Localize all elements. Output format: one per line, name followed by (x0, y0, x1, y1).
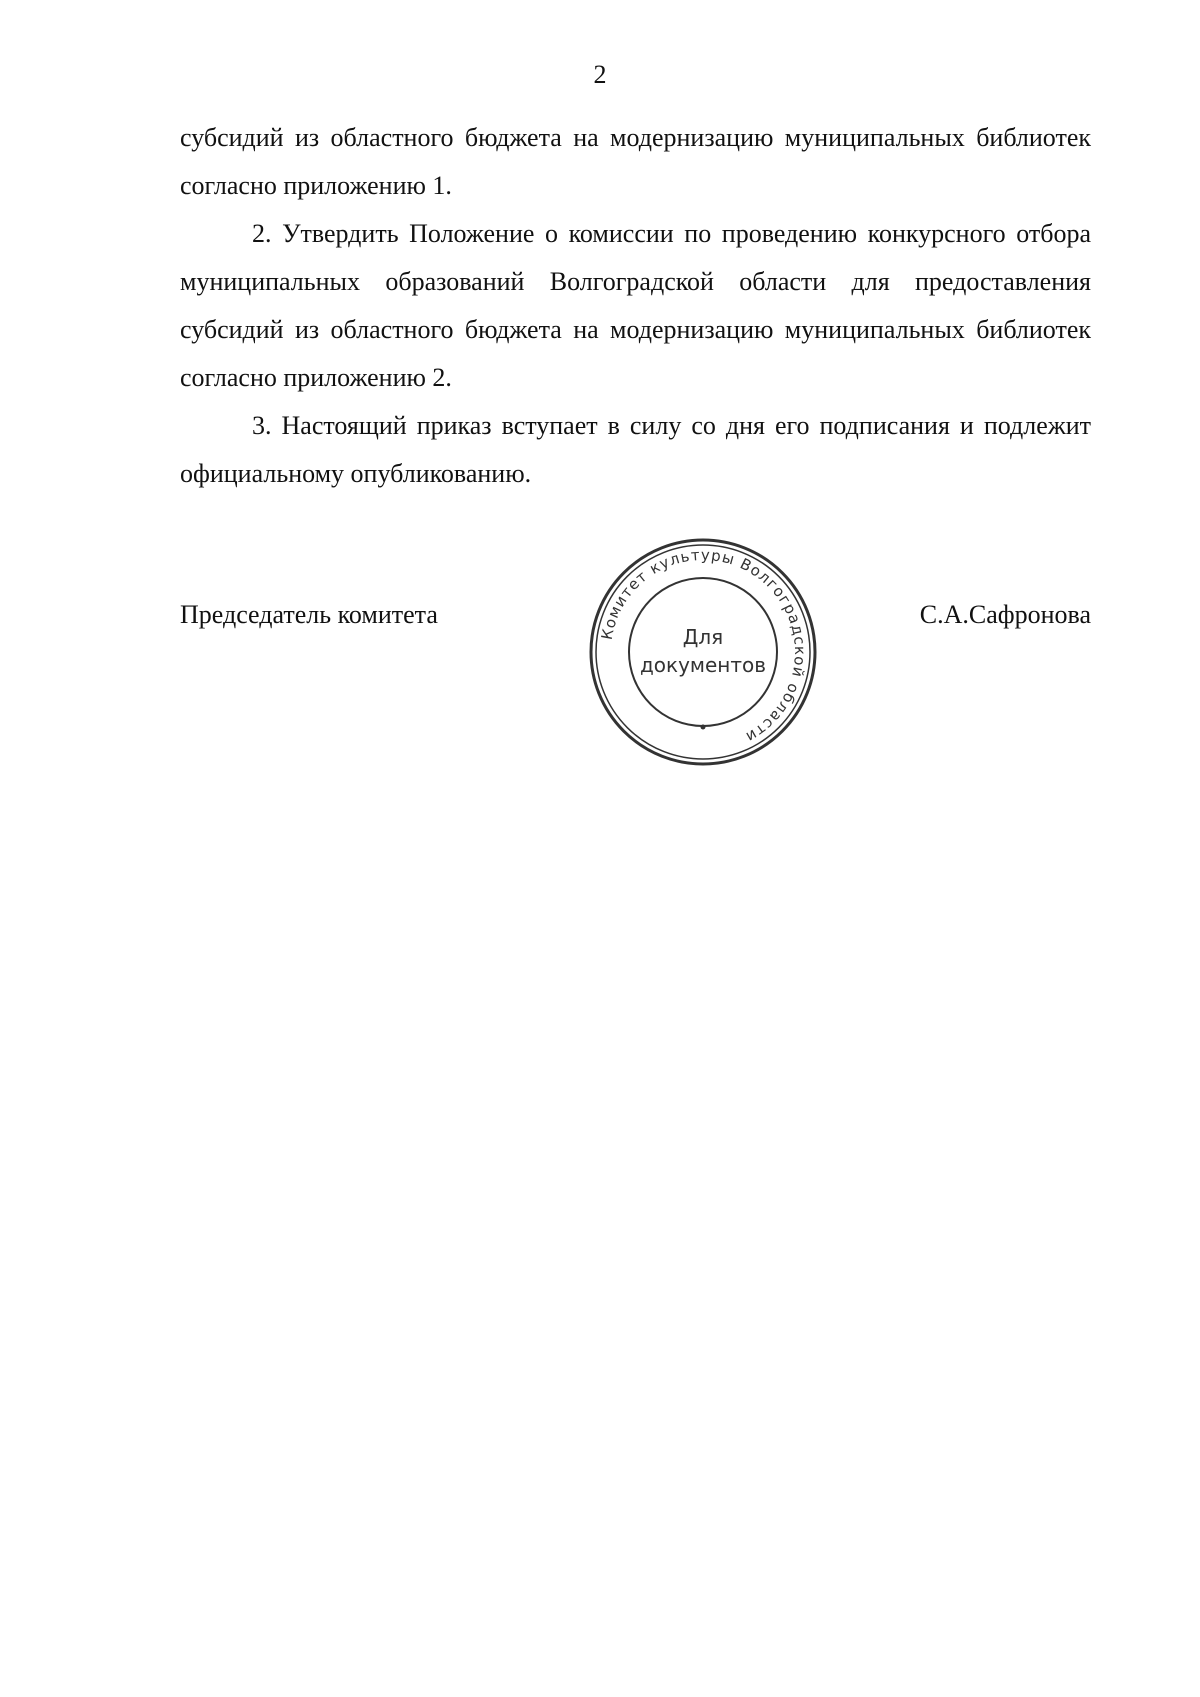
paragraph-item-3: 3. Настоящий приказ вступает в силу со дня его подписания и подлежит официальному опубликованию. (180, 411, 1091, 488)
signatory-name: С.А.Сафронова (919, 600, 1091, 629)
seal-ring-text: Комитет культуры Волгоградской области (597, 545, 810, 747)
seal-outer-ring (591, 540, 815, 764)
seal-inner-ring (629, 578, 777, 726)
seal-dot (701, 725, 706, 730)
paragraph-item-2: 2. Утвердить Положение о комиссии по проведению конкурсного отбора муниципальных образований Волгоградской области для предоставления субсидий из областного бюджета на модернизацию муниципальных библиотек согласно приложению 2. (180, 219, 1091, 392)
signatory-position: Председатель комитета (180, 600, 438, 629)
page-number: 2 (593, 60, 607, 89)
official-seal-stamp (583, 532, 823, 772)
paragraph-continuation: субсидий из областного бюджета на модернизацию муниципальных библиотек согласно приложению 1. (180, 123, 1091, 200)
seal-center-text-line-2: документов (639, 653, 767, 677)
seal-center-text-line-1: Для (682, 625, 724, 649)
